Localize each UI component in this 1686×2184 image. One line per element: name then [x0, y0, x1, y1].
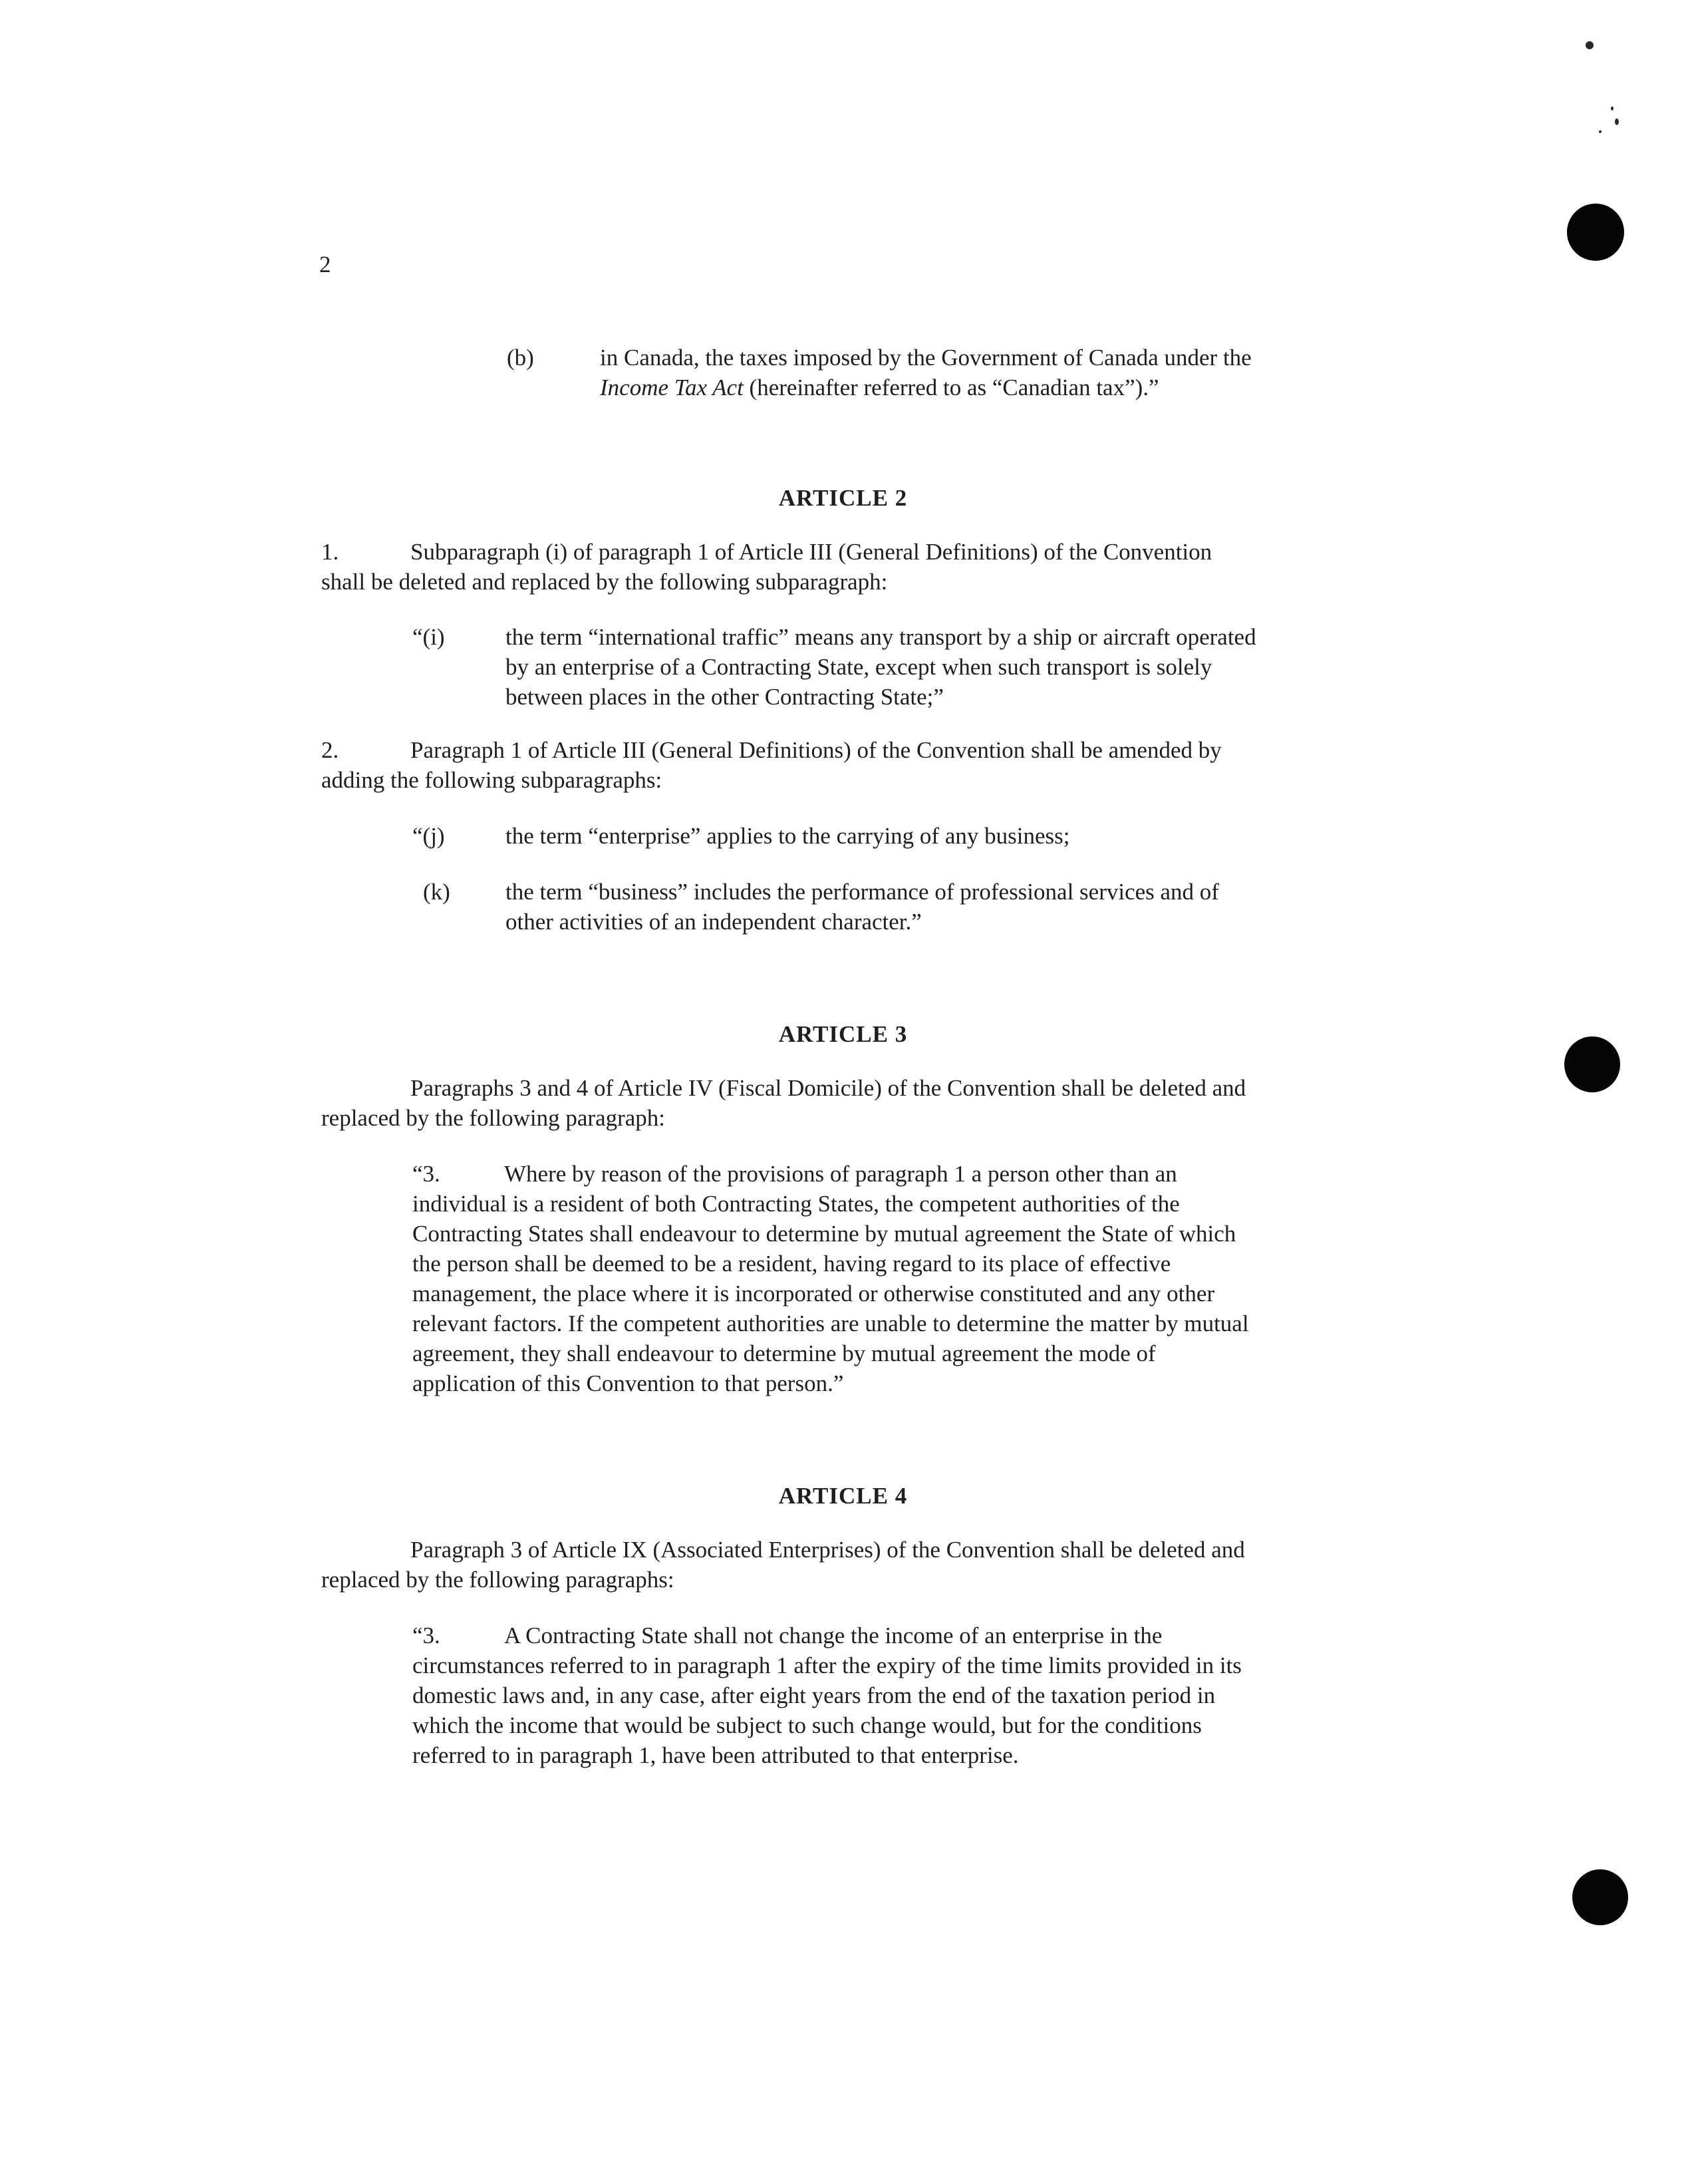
paragraph-line: Paragraph 3 of Article IX (Associated Enterprises) of the Convention shall be deleted and [410, 1537, 1245, 1563]
subparagraph-i [0, 622, 1686, 715]
subparagraph-line: the term “business” includes the performance of professional services and of [505, 879, 1219, 905]
paragraph-line: Subparagraph (i) of paragraph 1 of Article III (General Definitions) of the Convention [410, 539, 1212, 565]
item-b-line [600, 373, 1252, 402]
item-b-line-rest: (hereinafter referred to as “Canadian tax”).” [743, 375, 1159, 400]
paragraph-number: 1. [321, 539, 339, 565]
quote-line: which the income that would be subject to such change would, but for the conditions [412, 1712, 1202, 1738]
article-2-paragraph-1 [321, 537, 1212, 597]
quote-line: A Contracting State shall not change the income of an enterprise in the [504, 1623, 1163, 1648]
scan-speck [1611, 106, 1614, 110]
subparagraph-j [0, 821, 1686, 854]
quote-line: agreement, they shall endeavour to determine by mutual agreement the mode of [412, 1340, 1156, 1366]
subparagraph-text [505, 877, 1219, 937]
quote-line: individual is a resident of both Contracting States, the competent authorities of the [412, 1191, 1180, 1217]
quote-line: referred to in paragraph 1, have been attributed to that enterprise. [412, 1742, 1019, 1768]
paragraph-line: replaced by the following paragraphs: [321, 1567, 674, 1593]
subparagraph-line: the term “enterprise” applies to the carrying of any business; [505, 823, 1070, 849]
subparagraph-label: “(j) [412, 823, 445, 849]
article-4-heading: ARTICLE 4 [778, 1483, 908, 1509]
subparagraph-line: between places in the other Contracting State;” [505, 684, 944, 710]
paragraph-line: replaced by the following paragraph: [321, 1105, 666, 1131]
article-4-quoted-paragraph [412, 1621, 1242, 1770]
item-b-line: in Canada, the taxes imposed by the Government of Canada under the [600, 345, 1252, 371]
quote-number: “3. [412, 1161, 440, 1187]
article-3-heading: ARTICLE 3 [778, 1021, 908, 1047]
quote-line: Where by reason of the provisions of paragraph 1 a person other than an [504, 1161, 1177, 1187]
item-b-text [600, 343, 1252, 402]
paragraph-line: Paragraph 1 of Article III (General Definitions) of the Convention shall be amended by [410, 737, 1222, 763]
page-number: 2 [319, 251, 331, 277]
article-4-intro [321, 1535, 1245, 1595]
quote-line: circumstances referred to in paragraph 1 after the expiry of the time limits provided in its [412, 1652, 1242, 1678]
punch-hole-top [1567, 204, 1624, 261]
subparagraph-line: the term “international traffic” means any transport by a ship or aircraft operated [505, 624, 1256, 650]
subparagraph-k [0, 877, 1686, 940]
paragraph-line: shall be deleted and replaced by the following subparagraph: [321, 569, 888, 595]
quote-line: management, the place where it is incorporated or otherwise constituted and any other [412, 1281, 1215, 1307]
quote-line: relevant factors. If the competent authorities are unable to determine the matter by mutual [412, 1311, 1249, 1336]
quote-line: the person shall be deemed to be a resident, having regard to its place of effective [412, 1251, 1171, 1277]
subparagraph-line: by an enterprise of a Contracting State, except when such transport is solely [505, 654, 1212, 680]
article-3-intro [321, 1073, 1246, 1133]
quote-line: application of this Convention to that person.” [412, 1370, 844, 1396]
item-b [0, 343, 1686, 409]
quote-line: Contracting States shall endeavour to determine by mutual agreement the State of which [412, 1221, 1236, 1247]
subparagraph-line: other activities of an independent character.” [505, 909, 922, 935]
subparagraph-text [505, 821, 1069, 851]
quote-line: domestic laws and, in any case, after eight years from the end of the taxation period in [412, 1682, 1216, 1708]
subparagraph-label: “(i) [412, 624, 445, 650]
paragraph-number: 2. [321, 737, 339, 763]
quote-number: “3. [412, 1623, 440, 1648]
paragraph-line: Paragraphs 3 and 4 of Article IV (Fiscal Domicile) of the Convention shall be deleted and [410, 1075, 1246, 1101]
subparagraph-label: (k) [423, 879, 450, 905]
item-b-label: (b) [507, 345, 534, 371]
article-2-heading: ARTICLE 2 [778, 485, 908, 511]
paragraph-line: adding the following subparagraphs: [321, 767, 662, 793]
article-2-paragraph-2 [321, 735, 1222, 795]
article-3-quoted-paragraph [412, 1159, 1249, 1398]
income-tax-act-name: Income Tax Act [600, 375, 744, 400]
punch-hole-bottom [1572, 1869, 1628, 1925]
scan-speck [1599, 130, 1602, 133]
scan-speck [1615, 118, 1619, 125]
scan-speck [1586, 41, 1594, 49]
subparagraph-text [505, 622, 1256, 712]
